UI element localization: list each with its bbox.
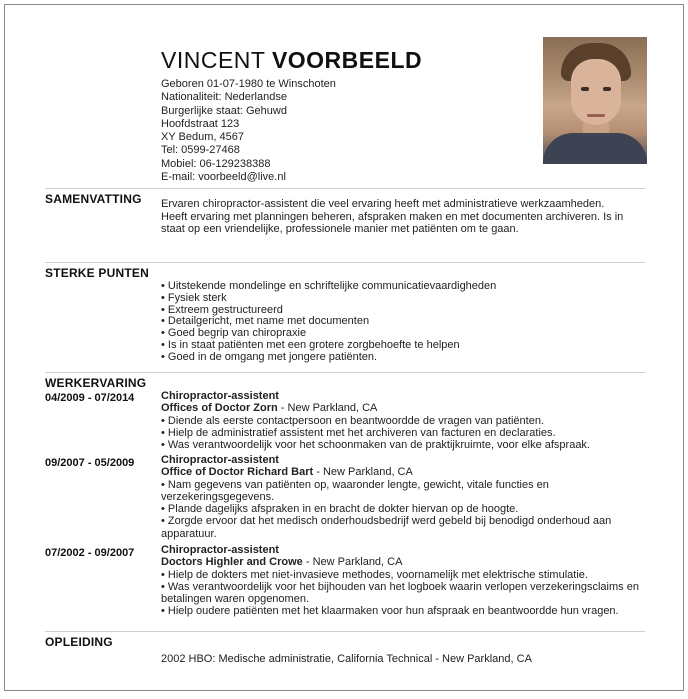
contact-line: Tel: 0599-27468 <box>161 144 240 157</box>
job-company: Doctors Highler and Crowe <box>161 556 303 569</box>
list-item: • Hielp de dokters met niet-invasieve methodes, voornamelijk met elektrische stimulatie. <box>161 569 641 581</box>
list-item: • Goed in de omgang met jongere patiënten. <box>161 352 631 364</box>
section-title-education: OPLEIDING <box>45 635 113 649</box>
strengths-list <box>161 281 631 364</box>
contact-line: E-mail: voorbeeld@live.nl <box>161 171 286 184</box>
list-item: • Uitstekende mondelinge en schriftelijke communicatievaardigheden <box>161 281 631 293</box>
section-divider <box>45 188 645 189</box>
list-item: • Hielp oudere patiënten met het klaarmaken voor hun afspraak en beantwoordde hun vragen. <box>161 605 641 617</box>
contact-line: XY Bedum, 4567 <box>161 131 244 144</box>
job-dates: 04/2009 - 07/2014 <box>45 392 135 404</box>
list-item: • Nam gegevens van patiënten op, waaronder lengte, gewicht, vitale functies en verzekeringsgegevens. <box>161 479 641 504</box>
job-dates: 07/2002 - 09/2007 <box>45 547 135 559</box>
contact-line: Burgerlijke staat: Gehuwd <box>161 104 287 117</box>
section-divider <box>45 262 645 263</box>
job-location: - New Parkland, CA <box>302 556 403 569</box>
contact-line: Geboren 01-07-1980 te Winschoten <box>161 78 336 90</box>
job-location: - New Parkland, CA <box>277 402 378 415</box>
job-company: Office of Doctor Richard Bart <box>161 466 314 479</box>
list-item: • Goed begrip van chiropraxie <box>161 328 631 340</box>
contact-line: Mobiel: 06-129238388 <box>161 157 271 170</box>
education-text: 2002 HBO: Medische administratie, California Technical - New Parkland, CA <box>161 653 532 665</box>
job-title: Chiropractor-assistent <box>161 544 279 556</box>
list-item: • Zorgde ervoor dat het medisch onderhoudsbedrijf werd gebeld bij benodigd onderhoud aan apparatuur. <box>161 515 641 540</box>
job-dates: 09/2007 - 05/2009 <box>45 457 135 469</box>
list-item: • Fysiek sterk <box>161 293 631 305</box>
contact-line: Hoofdstraat 123 <box>161 117 240 130</box>
job-entry <box>161 390 641 451</box>
first-name: VINCENT <box>161 47 266 73</box>
contact-details <box>161 78 336 184</box>
section-title-summary: SAMENVATTING <box>45 192 142 206</box>
list-item: • Diende als eerste contactpersoon en beantwoordde de vragen van patiënten. <box>161 415 641 427</box>
summary-text: Ervaren chiropractor-assistent die veel ervaring heeft met administratieve werkzaamheden. Heeft ervaring met planningen beheren, afspraken maken en met documenten archiveren. Is in staat op een vriendelijke, professionele manier met patiënten om te gaan. <box>161 198 624 235</box>
list-item: • Hielp de administratief assistent met het archiveren van facturen en declaraties. <box>161 427 641 439</box>
job-location: - New Parkland, CA <box>313 466 413 479</box>
list-item: • Plande dagelijks afspraken in en bracht de dokter hiervan op de hoogte. <box>161 503 641 515</box>
profile-photo <box>543 37 647 164</box>
job-entry <box>161 454 641 540</box>
section-title-strengths: STERKE PUNTEN <box>45 266 149 280</box>
job-title: Chiropractor-assistent <box>161 454 279 466</box>
job-entry <box>161 544 641 618</box>
candidate-name <box>161 47 422 74</box>
section-divider <box>45 631 645 632</box>
section-title-experience: WERKERVARING <box>45 376 147 390</box>
list-item: • Was verantwoordelijk voor het bijhouden van het logboek waarin verlopen verzekeringsclaims en betalingen waren opgenomen. <box>161 581 641 606</box>
contact-line: Nationaliteit: Nederlandse <box>161 91 287 104</box>
job-title: Chiropractor-assistent <box>161 390 279 402</box>
list-item: • Detailgericht, met name met documenten <box>161 316 631 328</box>
last-name: VOORBEELD <box>271 47 423 73</box>
section-divider <box>45 372 645 373</box>
list-item: • Extreem gestructureerd <box>161 305 631 317</box>
list-item: • Was verantwoordelijk voor het schoonmaken van de praktijkruimte, voor elke afspraak. <box>161 439 641 451</box>
list-item: • Is in staat patiënten met een grotere zorgbehoefte te helpen <box>161 340 631 352</box>
resume-page <box>4 4 684 691</box>
job-company: Offices of Doctor Zorn <box>161 402 278 415</box>
